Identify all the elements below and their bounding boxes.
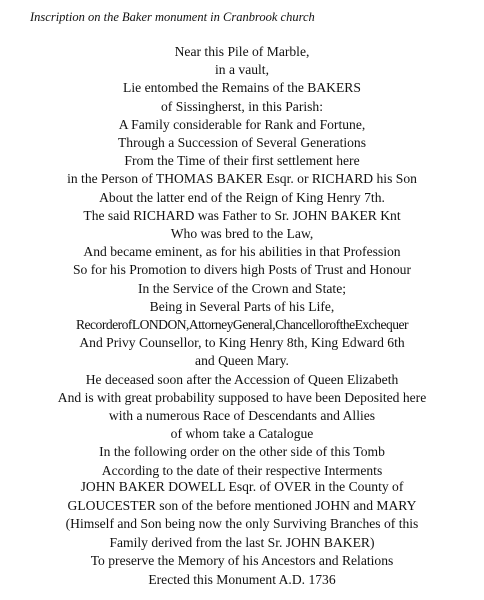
inscription-line: The said RICHARD was Father to Sr. JOHN BAKER Knt [83,208,401,224]
inscription-line: RecorderofLONDON,AttorneyGeneral,ChancelloroftheExchequer [76,318,408,334]
inscription-line: Being in Several Parts of his Life, [149,299,335,315]
inscription-line: and Queen Mary. [195,354,289,370]
inscription-line: And is with great probability supposed to have been Deposited here [57,390,427,406]
inscription-line: A Family considerable for Rank and Fortune, [118,117,366,133]
document-heading: Inscription on the Baker monument in Cranbrook church [30,10,315,24]
dedication-line: (Himself and Son being now the only Surviving Branches of this [65,517,419,533]
inscription-line: Near this Pile of Marble, [174,45,310,60]
inscription-line: And became eminent, as for his abilities in that Profession [83,245,401,261]
dedication-line: GLOUCESTER son of the before mentioned JOHN and MARY [67,498,417,514]
inscription-line: in the Person of THOMAS BAKER Esqr. or RICHARD his Son [67,172,417,188]
inscription-text [0,44,484,481]
inscription-line: In the Service of the Crown and State; [137,281,347,297]
inscription-line: with a numerous Race of Descendants and Allies [108,409,376,425]
inscription-line: of Sissingherst, in this Parish: [160,99,324,115]
inscription-line: So for his Promotion to divers high Posts of Trust and Honour [72,263,412,279]
monument-dedication [0,479,484,591]
inscription-line: in a vault, [214,63,269,79]
inscription-line: Lie entombed the Remains of the BAKERS [123,81,361,97]
inscription-line: About the latter end of the Reign of King Henry 7th. [99,190,385,206]
inscription-line: Who was bred to the Law, [170,227,314,243]
inscription-line: He deceased soon after the Accession of Queen Elizabeth [85,372,399,388]
inscription-line: Through a Succession of Several Generations [117,136,367,152]
inscription-line: of whom take a Catalogue [170,427,314,443]
inscription-line: According to the date of their respective Interments [101,463,383,479]
dedication-line: Family derived from the last Sr. JOHN BAKER) [109,535,375,551]
dedication-line: Erected this Monument A.D. 1736 [148,572,336,588]
inscription-line: In the following order on the other side of this Tomb [99,445,385,461]
inscription-line: From the Time of their first settlement here [124,154,360,170]
inscription-line: And Privy Counsellor, to King Henry 8th, King Edward 6th [79,336,405,352]
dedication-line: To preserve the Memory of his Ancestors and Relations [90,554,394,570]
dedication-line: JOHN BAKER DOWELL Esqr. of OVER in the County of [80,480,404,495]
